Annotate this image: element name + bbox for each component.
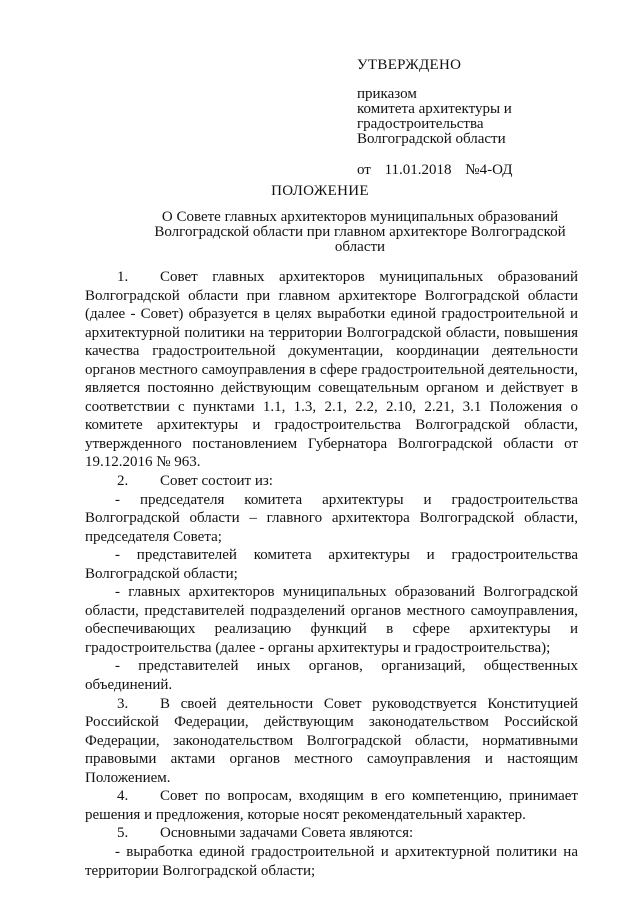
document-body [85,268,578,880]
paragraph [85,268,578,472]
paragraph [85,824,578,843]
document-subtitle: О Совете главных архитекторов муниципальных образований Волгоградской области при главном архитекторе Волгоградской области [154,209,566,255]
paragraph-text: Совет состоит из: [160,473,273,490]
paragraph-number: 3. [117,695,129,712]
list-item: - представителей комитета архитектуры и градостроительства Волгоградской области; [85,547,578,582]
paragraph-text: В своей деятельности Совет руководствуется Конституцией Российской Федерации, действующим законодательством Российской Федерации, законодательством Волгоградской области, нормативными правовыми актами органов местного самоуправления и настоящим Положением. [85,695,578,786]
approval-line: комитета архитектуры и [357,101,512,117]
list-item: - главных архитекторов муниципальных образований Волгоградской области, представителей подразделений органов местного самоуправления, обеспечивающих реализацию функций в сфере архитектуры и градостроительства (далее - органы архитектуры и градостроительства); [85,584,578,656]
list-item: - председателя комитета архитектуры и градостроительства Волгоградской области – главного архитектора Волгоградской области, председателя Совета; [85,491,578,545]
paragraph [85,472,578,491]
paragraph-text: Совет по вопросам, входящим в его компетенцию, принимает решения и предложения, которые носят рекомендательный характер. [85,788,578,823]
paragraph-number: 1. [117,269,129,285]
paragraph [85,695,578,788]
paragraph [85,787,578,824]
approval-date-number: от 11.01.2018 №4-ОД [357,162,513,178]
paragraph-number: 4. [117,788,129,805]
approval-stamp [357,58,512,178]
list-item: - представителей иных органов, организаций, общественных объединений. [85,658,578,694]
list-item: - выработка единой градостроительной и архитектурной политики на территории Волгоградской области; [85,843,578,879]
approval-line: приказом [357,86,417,102]
paragraph-number: 5. [117,825,129,842]
approval-line: Волгоградской области [357,131,506,147]
paragraph-text: Совет главных архитекторов муниципальных образований Волгоградской области при главном архитекторе Волгоградской области (далее - Совет) образуется в целях выработки единой градостроительной и архитектурной политики на территории Волгоградской области, повышения качества градостроительной документации, координации деятельности органов местного самоуправления в сфере градостроительной деятельности, является постоянно действующим совещательным органом и действует в соответствии с пунктами 1.1, 1.3, 2.1, 2.2, 2.10, 2.21, 3.1 Положения о комитете архитектуры и градостроительства Волгоградской области, утвержденного постановлением Губернатора Волгоградской области от 19.12.2016 № 963. [85,269,578,471]
paragraph-text: Основными задачами Совета являются: [160,825,414,842]
document-title: ПОЛОЖЕНИЕ [271,183,369,199]
approval-heading: УТВЕРЖДЕНО [357,57,462,73]
approval-line: градостроительства [357,116,484,132]
paragraph-number: 2. [117,473,129,490]
